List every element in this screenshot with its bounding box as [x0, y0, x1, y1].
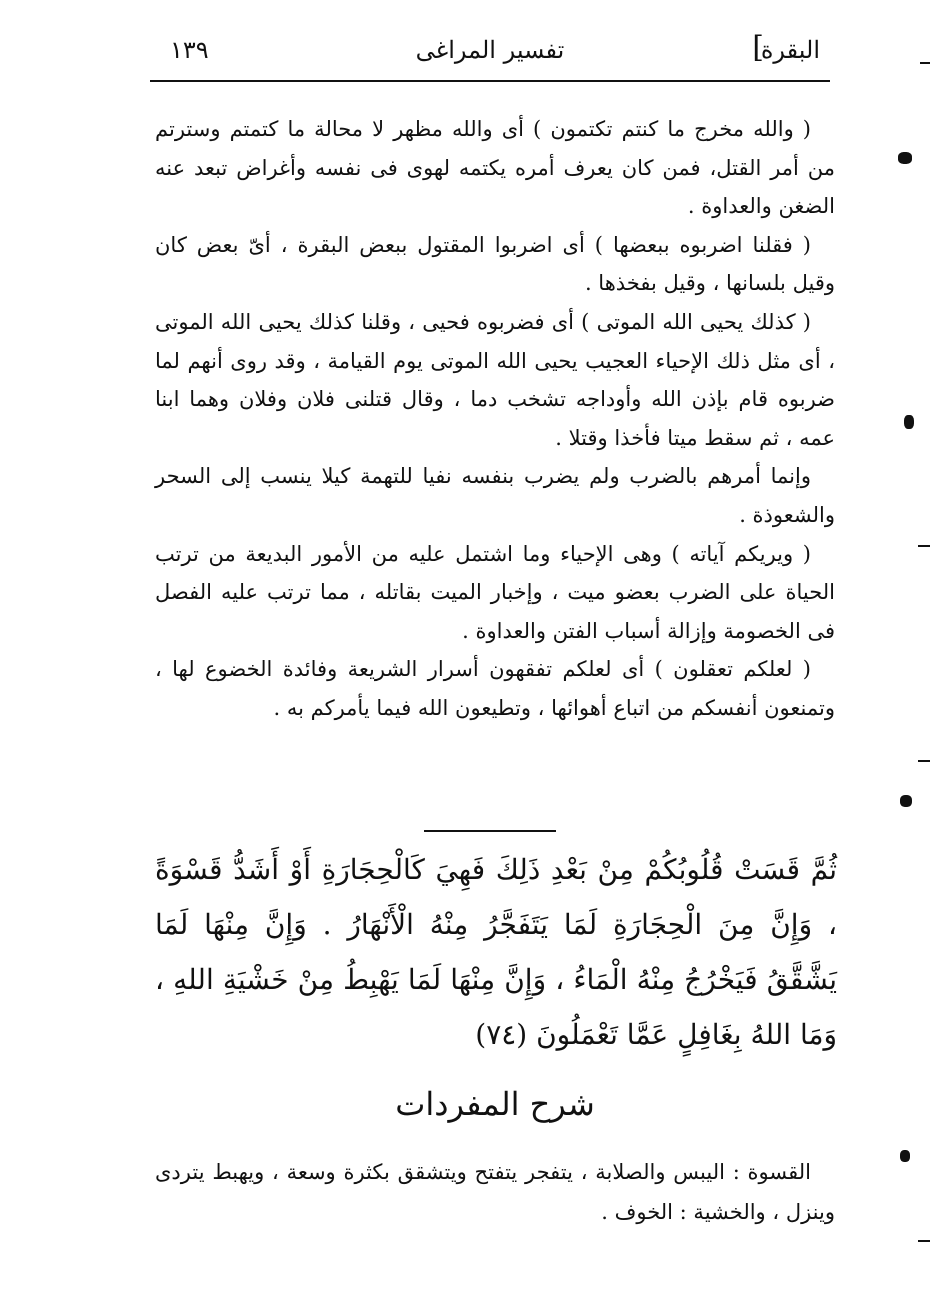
margin-speck [898, 152, 912, 164]
header-rule [150, 80, 830, 82]
margin-speck [920, 62, 930, 64]
section-title: شرح المفردات [395, 1085, 595, 1123]
margin-speck [918, 1240, 930, 1242]
margin-speck [900, 795, 912, 807]
vocabulary-text: القسوة : اليبس والصلابة ، يتفجر يتفتح ويتشقق بكثرة وسعة ، ويهبط يتردى وينزل ، والخشية : الخوف . [155, 1160, 835, 1224]
section-divider [424, 830, 556, 832]
paragraph-4: وإنما أمرهم بالضرب ولم يضرب بنفسه نفيا للتهمة كيلا ينسب إلى السحر والشعوذة . [155, 464, 835, 527]
margin-speck [900, 1150, 910, 1162]
margin-speck [904, 415, 914, 429]
paragraph-6: ( لعلكم تعقلون ) أى لعلكم تفقهون أسرار الشريعة وفائدة الخضوع لها ، وتمنعون أنفسكم من اتباع أهوائها ، وتطيعون الله فيما يأمركم به . [155, 657, 835, 720]
margin-speck [918, 760, 930, 762]
commentary-text [155, 110, 835, 728]
quran-verse: ثُمَّ قَسَتْ قُلُوبُكُمْ مِنْ بَعْدِ ذَلِكَ فَهِيَ كَالْحِجَارَةِ أَوْ أَشَدُّ قَسْوَةً ، وَإِنَّ مِنَ الْحِجَارَةِ لَمَا يَتَفَجَّرُ مِنْهُ الْأَنْهَارُ . وَإِنَّ مِنْهَا لَمَا يَشَّقَّقُ فَيَخْرُجُ مِنْهُ الْمَاءُ ، وَإِنَّ مِنْهَا لَمَا يَهْبِطُ مِنْ خَشْيَةِ اللهِ ، وَمَا اللهُ بِغَافِلٍ عَمَّا تَعْمَلُونَ (٧٤) [155, 853, 837, 1051]
book-title: تفسير المراغى [415, 36, 565, 64]
margin-speck [918, 545, 930, 547]
paragraph-5: ( ويريكم آياته ) وهى الإحياء وما اشتمل عليه من الأمور البديعة من ترتب الحياة على الضرب بعضو ميت ، وإخبار الميت بقاتله ، مما ترتب عليه الفصل فى الخصومة وإزالة أسباب الفتن والعداوة . [155, 541, 835, 643]
surah-name: البقرة [760, 36, 820, 64]
page-header [150, 22, 830, 78]
paragraph-2: ( فقلنا اضربوه ببعضها ) أى اضربوا المقتول ببعض البقرة ، أىّ بعض كان وقيل بلسانها ، وقيل بفخذها . [155, 232, 835, 296]
header-bracket: ] [752, 30, 764, 65]
page-number: ١٣٩ [170, 36, 209, 64]
paragraph-1: ( والله مخرج ما كنتم تكتمون ) أى والله مظهر لا محالة ما كتمتم وسترتم من أمر القتل، فمن كان يعرف أمره يكتمه لهوى فى نفسه وأغراض تبعد عنه الضغن والعداوة . [155, 117, 835, 219]
paragraph-3: ( كذلك يحيى الله الموتى ) أى فضربوه فحيى ، وقلنا كذلك يحيى الله الموتى ، أى مثل ذلك الإحياء العجيب يحيى الله الموتى يوم القيامة ، وقد روى أنهم لما ضربوه قام بإذن الله وأوداجه تشخب دما ، وقال قتلنى فلان وفلان وهما ابنا عمه ، ثم سقط ميتا فأخذا وقتلا . [155, 309, 835, 450]
